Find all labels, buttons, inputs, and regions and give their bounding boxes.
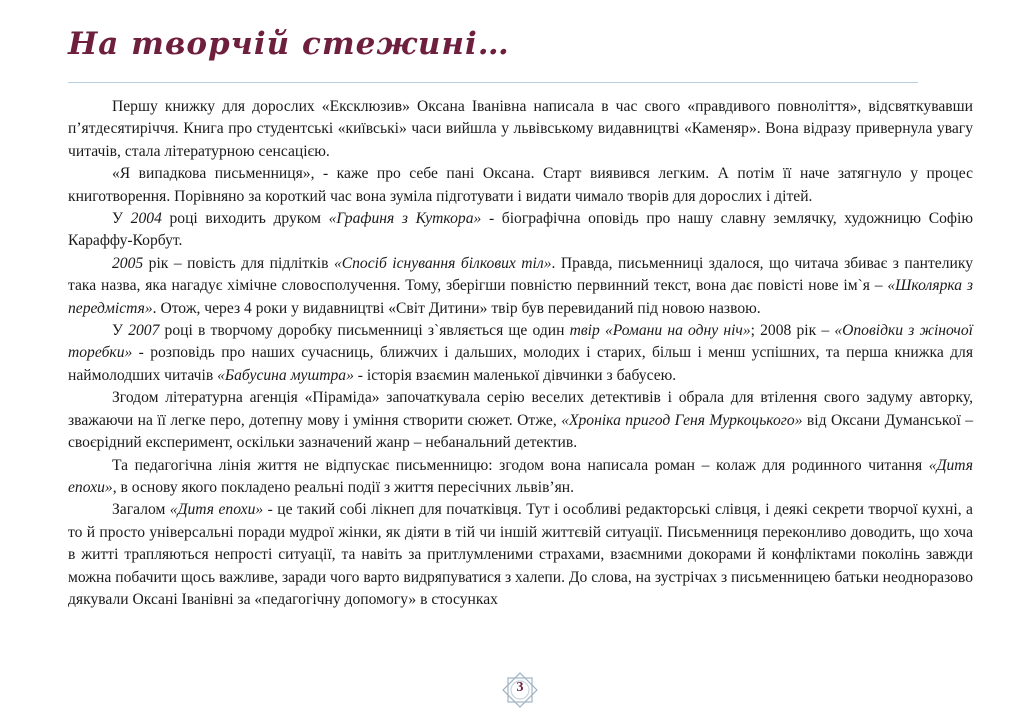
paragraph-8: Загалом «Дитя епохи» - це такий собі лікнеп для початківця. Тут і особливі редакторські слівця, і деякі секрети творчої кухні, а то й просто універсальні поради мудрої жінки, як діяти в тій чи іншій життєвій ситуації. Письменниця переконливо доводить, що хоча в житті трапляються непрості ситуації, та навіть за притлумленими страхами, взаємними докорами й конфліктами поколінь завжди можна побачити щось важливе, заради чого варто видряпуватися з халепи. До слова, на зустрічах з письменницею батьки неодноразово дякували Оксані Іванівні за «педагогічну допомогу» в стосунках bbox=[68, 501, 973, 608]
work-title: «Оповідки з жіночої торебки» bbox=[68, 322, 973, 362]
paragraph-3: У 2004 році виходить друком «Графиня з Куткора» - біографічна оповідь про нашу славну землячку, художницю Софію Караффу-Корбут. bbox=[68, 210, 973, 250]
page-number: 3 bbox=[516, 680, 524, 695]
paragraph-1: Першу книжку для дорослих «Ексклюзив» Оксана Іванівна написала в час свого «правдивого повноліття», відсвяткувавши п’ятдесятиріччя. Книга про студентські «київські» часи вийшла у львівському видавництві «Каменяр». Вона відразу привернула увагу читачів, стала літературною сенсацією. bbox=[68, 98, 973, 160]
work-title: «Дитя епохи» bbox=[68, 456, 973, 496]
paragraph-6: Згодом літературна агенція «Піраміда» започаткувала серію веселих детективів і обрала для втілення свого задуму авторку, зважаючи на її легке перо, дотепну мову і уміння створити сюжет. Отже, «Хроніка пригод Геня Муркоцького» від Оксани Думанської – своєрідний експеримент, оскільки зазначений жанр – небанальний детектив. bbox=[68, 389, 974, 452]
work-title: «Графиня з Куткора» bbox=[328, 210, 482, 228]
work-title: «Школярка з передмістя» bbox=[68, 277, 973, 317]
work-title: «Спосіб існування білкових тіл» bbox=[333, 254, 552, 272]
year: 2007 bbox=[128, 322, 160, 340]
year: 2004 bbox=[130, 210, 162, 228]
work-title: «Хроніка пригод Геня Муркоцького» bbox=[561, 411, 803, 429]
work-title: твір «Романи на одну ніч» bbox=[569, 322, 751, 340]
article-body bbox=[68, 96, 973, 611]
paragraph-7: Та педагогічна лінія життя не відпускає письменницю: згодом вона написала роман – колаж для родинного читання «Дитя епохи», в основу якого покладено реальні події з життя пересічних львів’ян. bbox=[68, 456, 973, 496]
paragraph-2: «Я випадкова письменниця», - каже про себе пані Оксана. Старт виявився легким. А потім її наче затягнуло у процес книготворення. Порівняно за короткий час вона зуміла підготувати і видати чимало творів для дорослих і дітей. bbox=[68, 165, 973, 205]
paragraph-5: У 2007 році в творчому доробку письменниці з`являється ще один твір «Романи на одну ніч»; 2008 рік – «Оповідки з жіночої торебки» - розповідь про наших сучасниць, ближчих і дальших, молодих і старих, більш і менш успішних, та перша книжка для наймолодших читачів «Бабусина муштра» - історія взаємин маленької дівчинки з бабусею. bbox=[68, 322, 973, 384]
title-divider bbox=[68, 82, 918, 83]
page-title: На творчій стежині… bbox=[68, 26, 510, 62]
paragraph-4: 2005 рік – повість для підлітків «Спосіб існування білкових тіл». Правда, письменниці здалося, що читача збиває з пантелику така назва, яка нагадує хімічне словосполучення. Тому, зберігши повністю первинний текст, вона дає повісті нове ім`я – «Школярка з передмістя». Отож, через 4 роки у видавництві «Світ Дитини» твір був перевиданий під новою назвою. bbox=[68, 254, 974, 317]
year: 2005 bbox=[112, 254, 144, 272]
work-title: «Дитя епохи» bbox=[169, 501, 264, 519]
work-title: «Бабусина муштра» bbox=[217, 366, 354, 384]
